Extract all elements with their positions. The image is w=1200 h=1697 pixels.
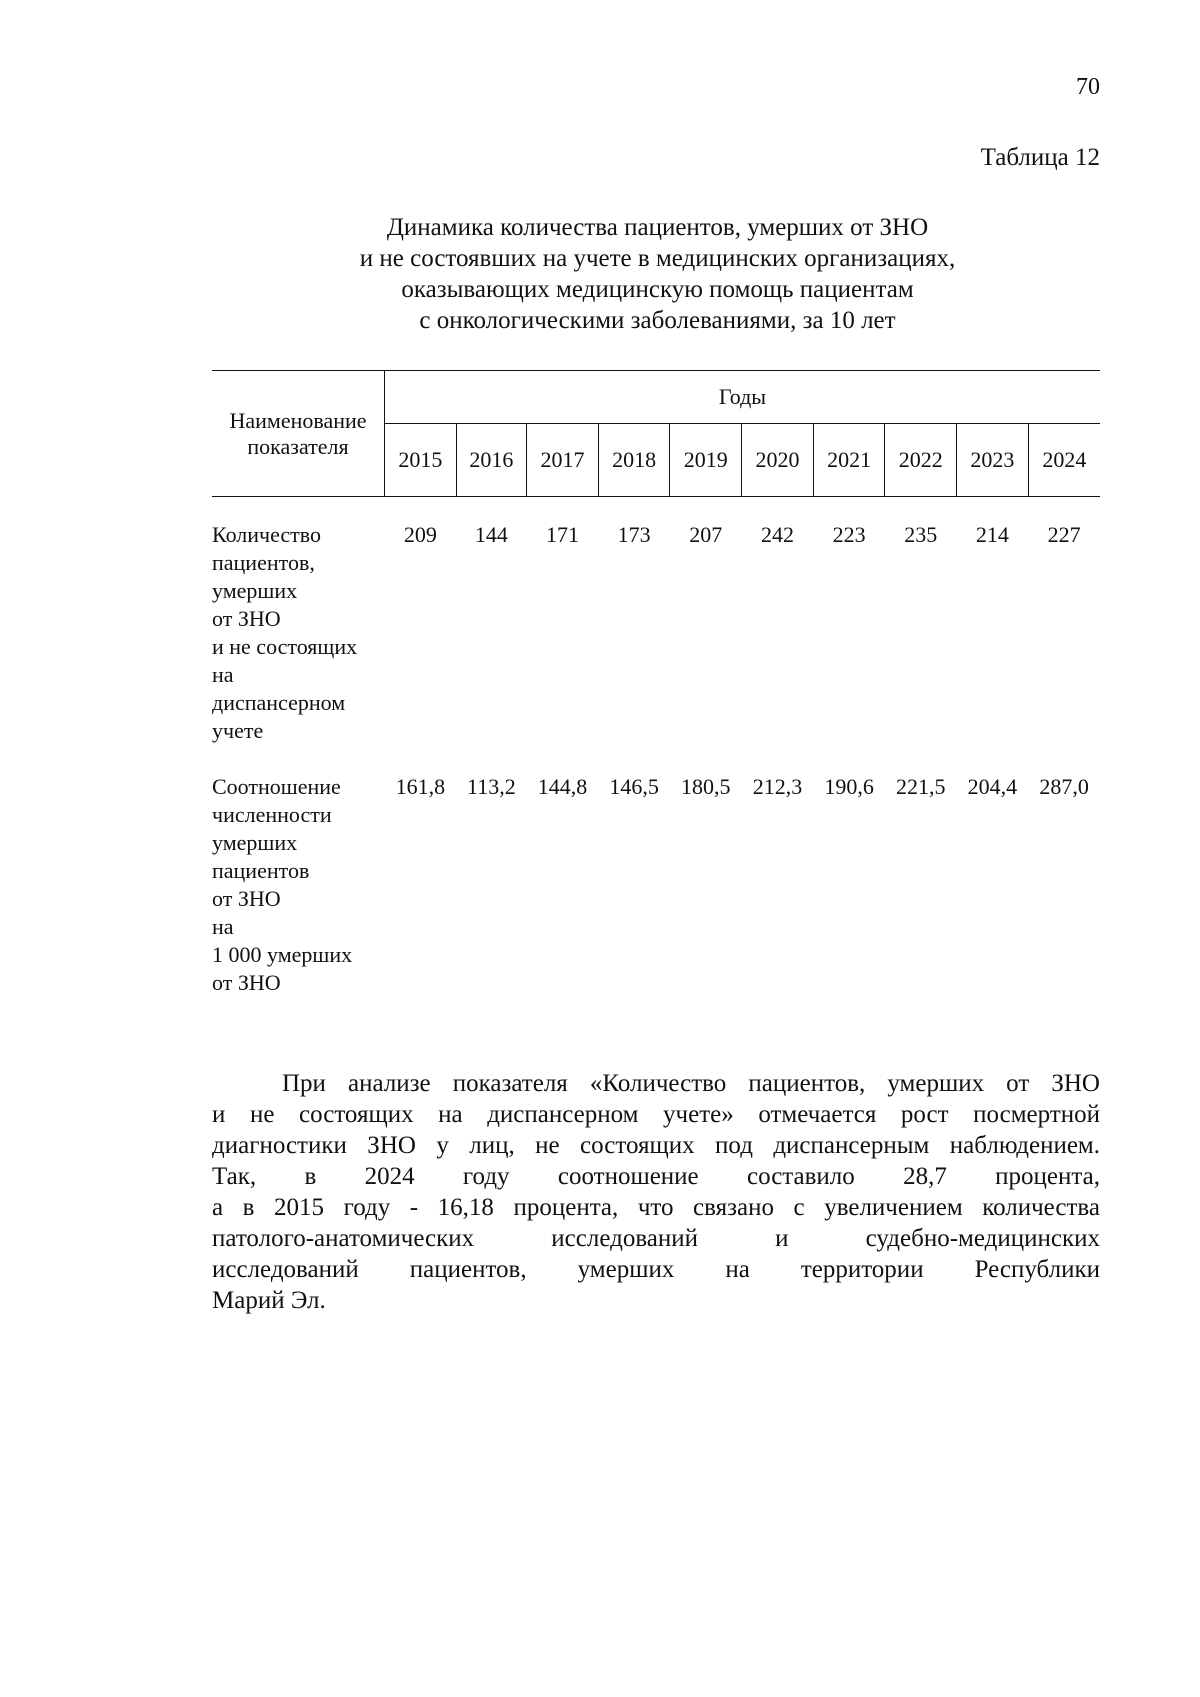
table-cell: 221,5	[896, 774, 946, 799]
table-cell: 113,2	[467, 774, 516, 799]
table-cell: 223	[832, 522, 866, 547]
paragraph-line: диагностики ЗНО у лиц, не состоящих под диспансерным наблюдением.	[212, 1132, 1100, 1159]
header-name-line: Наименование	[229, 407, 367, 433]
row-label-line: численности	[212, 802, 332, 827]
paragraph-line: и не состоящих на диспансерном учете» отмечается рост посмертной	[212, 1101, 1100, 1128]
row-label-line: Количество	[212, 522, 322, 547]
statistics-table	[212, 370, 1100, 997]
year-header: 2018	[598, 424, 670, 497]
title-line: оказывающих медицинскую помощь пациентам	[401, 276, 914, 303]
table-cell: 146,5	[609, 774, 659, 799]
row-label-line: Соотношение	[212, 774, 341, 799]
row-label-ratio	[212, 773, 385, 997]
page-number: 70	[1076, 74, 1100, 100]
year-header: 2022	[885, 424, 957, 497]
row-label-line: на	[212, 914, 234, 939]
title-line: и не состоявших на учете в медицинских организациях,	[359, 245, 956, 272]
row-label-line: пациентов	[212, 858, 310, 883]
table-cell: 180,5	[681, 774, 731, 799]
row-label-line: пациентов,	[212, 550, 315, 575]
paragraph-line: Так, в 2024 году соотношение составило 28,7 процента,	[212, 1163, 1100, 1190]
table-cell: 235	[904, 522, 938, 547]
table-title	[215, 212, 1100, 336]
table-row	[212, 773, 1100, 997]
table-label: Таблица 12	[980, 144, 1100, 171]
table-cell: 209	[403, 522, 437, 547]
row-label-line: от ЗНО	[212, 970, 281, 995]
analysis-paragraph	[212, 1068, 1100, 1316]
row-label-line: умерших	[212, 578, 298, 603]
row-label-line: на	[212, 662, 234, 687]
table-cell: 173	[617, 522, 651, 547]
header-indicator-name	[212, 371, 385, 497]
paragraph-line: Марий Эл.	[212, 1287, 326, 1314]
row-label-line: диспансерном	[212, 690, 346, 715]
table-cell: 287,0	[1039, 774, 1089, 799]
year-header: 2016	[456, 424, 526, 497]
row-label-line: учете	[212, 718, 264, 743]
title-line: с онкологическими заболеваниями, за 10 лет	[419, 307, 896, 334]
table-cell: 161,8	[395, 774, 446, 799]
table-cell: 204,4	[967, 774, 1018, 799]
paragraph-line: патолого-анатомических исследований и судебно-медицинских	[212, 1225, 1100, 1252]
paragraph-line: При анализе показателя «Количество пациентов, умерших от ЗНО	[282, 1070, 1100, 1097]
row-label-line: от ЗНО	[212, 606, 281, 631]
table-cell: 171	[545, 522, 579, 547]
table-cell: 144,8	[537, 774, 588, 799]
header-years: Годы	[385, 371, 1101, 424]
table-cell: 227	[1047, 522, 1081, 547]
title-line: Динамика количества пациентов, умерших от ЗНО	[386, 214, 929, 241]
year-header: 2024	[1028, 424, 1100, 497]
year-header: 2020	[742, 424, 814, 497]
table-cell: 242	[760, 522, 794, 547]
paragraph-line: исследований пациентов, умерших на территории Республики	[212, 1256, 1100, 1283]
table-cell: 214	[975, 522, 1009, 547]
row-label-line: от ЗНО	[212, 886, 281, 911]
row-label-line: и не состоящих	[212, 634, 358, 659]
year-header: 2017	[527, 424, 599, 497]
row-label-line: 1 000 умерших	[212, 942, 353, 967]
table-cell: 144	[474, 522, 508, 547]
paragraph-line: а в 2015 году - 16,18 процента, что связано с увеличением количества	[212, 1194, 1100, 1221]
table-row	[212, 521, 1100, 745]
table-cell: 207	[689, 522, 723, 547]
year-header: 2021	[813, 424, 885, 497]
year-header: 2015	[385, 424, 457, 497]
table-cell: 212,3	[752, 774, 803, 799]
table-cell: 190,6	[824, 774, 874, 799]
row-label-patient-count	[212, 521, 385, 745]
header-name-line: показателя	[247, 433, 349, 459]
year-header: 2023	[957, 424, 1029, 497]
row-label-line: умерших	[212, 830, 298, 855]
year-header: 2019	[670, 424, 742, 497]
